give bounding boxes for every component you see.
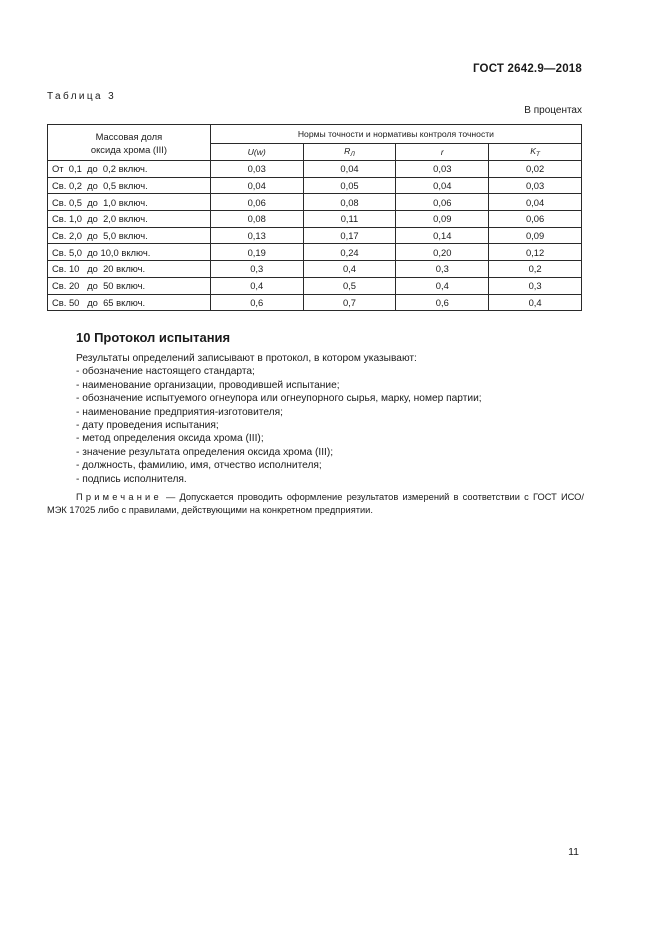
table-row <box>48 194 582 211</box>
cell-range: От 0,1 до 0,2 включ. <box>48 161 211 178</box>
cell-u: 0,06 <box>210 194 303 211</box>
cell-kt: 0,2 <box>489 261 582 278</box>
section-body <box>76 352 586 486</box>
page-number: 11 <box>568 846 579 858</box>
cell-r: 0,09 <box>396 211 489 228</box>
cell-u: 0,6 <box>210 294 303 311</box>
cell-kt: 0,09 <box>489 227 582 244</box>
list-item: - должность, фамилию, имя, отчество исполнителя; <box>76 460 322 472</box>
cell-rl: 0,24 <box>303 244 396 261</box>
cell-u: 0,08 <box>210 211 303 228</box>
note-label: Примечание <box>76 492 162 502</box>
note-paragraph <box>47 491 584 518</box>
note-text: — Допускается проводить оформление результатов измерений в соответствии с ГОСТ ИСО/МЭК 17025 либо с правилами, действующими на конкретном предприятии. <box>47 492 584 516</box>
header-mass-fraction-line1: Массовая доля <box>95 130 163 142</box>
header-kt-subscript: Т <box>535 151 540 158</box>
cell-rl: 0,5 <box>303 277 396 294</box>
cell-u: 0,04 <box>210 177 303 194</box>
table-row <box>48 161 582 178</box>
cell-u: 0,19 <box>210 244 303 261</box>
header-uncertainty: U(w) <box>210 144 303 161</box>
header-mass-fraction <box>48 125 211 161</box>
cell-range: Св. 2,0 до 5,0 включ. <box>48 227 211 244</box>
cell-r: 0,3 <box>396 261 489 278</box>
cell-u: 0,3 <box>210 261 303 278</box>
cell-kt: 0,03 <box>489 177 582 194</box>
cell-rl: 0,4 <box>303 261 396 278</box>
table-unit: В процентах <box>524 105 582 116</box>
table-row <box>48 261 582 278</box>
cell-range: Св. 5,0 до 10,0 включ. <box>48 244 211 261</box>
cell-rl: 0,17 <box>303 227 396 244</box>
cell-r: 0,20 <box>396 244 489 261</box>
header-intralab-precision <box>303 144 396 161</box>
header-kt-symbol: K <box>530 146 536 156</box>
cell-range: Св. 0,5 до 1,0 включ. <box>48 194 211 211</box>
cell-r: 0,03 <box>396 161 489 178</box>
cell-rl: 0,11 <box>303 211 396 228</box>
table-row <box>48 227 582 244</box>
list-item: - наименование организации, проводившей испытание; <box>76 379 340 391</box>
header-mass-fraction-line2: оксида хрома (III) <box>90 143 167 155</box>
header-rl-symbol: R <box>344 146 351 156</box>
cell-range: Св. 20 до 50 включ. <box>48 277 211 294</box>
list-item: - подпись исполнителя. <box>76 473 187 485</box>
cell-r: 0,04 <box>396 177 489 194</box>
cell-kt: 0,12 <box>489 244 582 261</box>
header-repeatability: r <box>396 144 489 161</box>
cell-rl: 0,05 <box>303 177 396 194</box>
cell-rl: 0,04 <box>303 161 396 178</box>
cell-rl: 0,7 <box>303 294 396 311</box>
cell-range: Св. 1,0 до 2,0 включ. <box>48 211 211 228</box>
cell-range: Св. 50 до 65 включ. <box>48 294 211 311</box>
cell-kt: 0,04 <box>489 194 582 211</box>
table-row <box>48 177 582 194</box>
list-item: - наименование предприятия-изготовителя; <box>76 406 283 418</box>
cell-kt: 0,4 <box>489 294 582 311</box>
cell-kt: 0,02 <box>489 161 582 178</box>
section-intro: Результаты определений записывают в протокол, в котором указывают: <box>76 353 417 364</box>
header-rl-subscript: Л <box>350 151 355 158</box>
list-item: - обозначение настоящего стандарта; <box>76 366 255 378</box>
list-item: - дату проведения испытания; <box>76 420 219 432</box>
header-precision-norms: Нормы точности и нормативы контроля точности <box>210 125 581 144</box>
table-caption: Таблица 3 <box>47 91 117 102</box>
section-title: 10 Протокол испытания <box>76 330 231 345</box>
document-id: ГОСТ 2642.9—2018 <box>472 63 582 75</box>
table-row <box>48 211 582 228</box>
cell-rl: 0,08 <box>303 194 396 211</box>
cell-kt: 0,06 <box>489 211 582 228</box>
list-item: - обозначение испытуемого огнеупора или огнеупорного сырья, марку, номер партии; <box>76 393 482 405</box>
cell-r: 0,06 <box>396 194 489 211</box>
cell-r: 0,14 <box>396 227 489 244</box>
cell-u: 0,03 <box>210 161 303 178</box>
header-kt <box>489 144 582 161</box>
cell-r: 0,4 <box>396 277 489 294</box>
cell-kt: 0,3 <box>489 277 582 294</box>
precision-table <box>47 124 582 311</box>
table-row <box>48 244 582 261</box>
cell-u: 0,13 <box>210 227 303 244</box>
table-row <box>48 277 582 294</box>
list-item: - метод определения оксида хрома (III); <box>76 433 264 445</box>
cell-r: 0,6 <box>396 294 489 311</box>
cell-u: 0,4 <box>210 277 303 294</box>
list-item: - значение результата определения оксида хрома (III); <box>76 446 334 458</box>
cell-range: Св. 0,2 до 0,5 включ. <box>48 177 211 194</box>
table-row <box>48 294 582 311</box>
cell-range: Св. 10 до 20 включ. <box>48 261 211 278</box>
